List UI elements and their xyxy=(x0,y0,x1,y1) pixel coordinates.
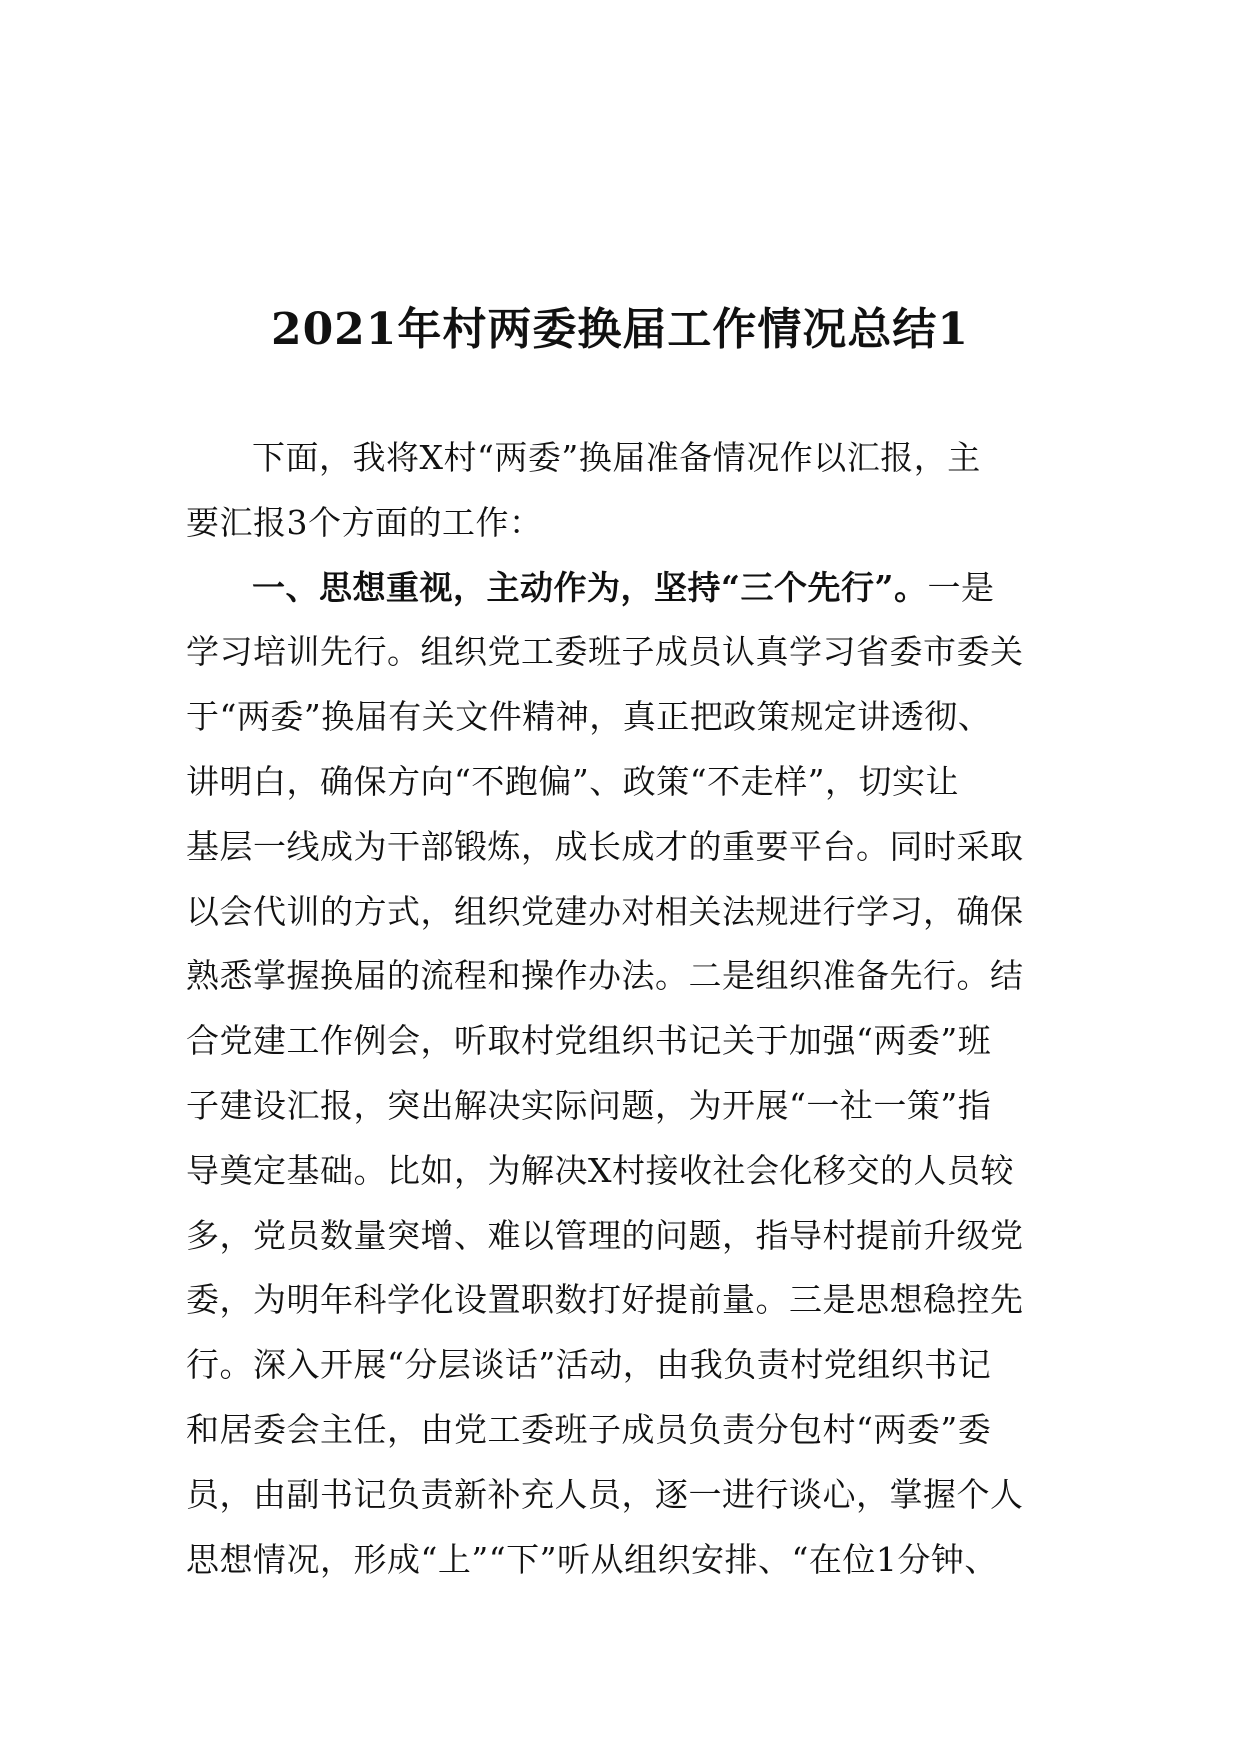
paragraph-line: 委，为明年科学化设置职数打好提前量。三是思想稳控先 xyxy=(186,1280,1024,1320)
paragraph-line: 导奠定基础。比如，为解决X村接收社会化移交的人员较 xyxy=(186,1150,1014,1190)
paragraph-line: 要汇报3个方面的工作： xyxy=(186,502,543,542)
section-heading: 一、思想重视，主动作为，坚持“三个先行”。 xyxy=(252,567,928,607)
paragraph-line: 员，由副书记负责新补充人员，逐一进行谈心，掌握个人 xyxy=(186,1474,1024,1514)
paragraph-line: 合党建工作例会，听取村党组织书记关于加强“两委”班 xyxy=(186,1021,992,1061)
paragraph-line: 讲明白，确保方向“不跑偏”、政策“不走样”，切实让 xyxy=(186,761,959,801)
paragraph-line: 基层一线成为干部锻炼，成长成才的重要平台。同时采取 xyxy=(186,826,1024,866)
paragraph-line: 子建设汇报，突出解决实际问题，为开展“一社一策”指 xyxy=(186,1085,992,1125)
section-heading-line xyxy=(186,556,1056,621)
paragraph-line: 多，党员数量突增、难以管理的问题，指导村提前升级党 xyxy=(186,1215,1024,1255)
paragraph-line: 思想情况，形成“上”“下”听从组织安排、“在位1分钟、 xyxy=(186,1539,998,1579)
paragraph-line: 行。深入开展“分层谈话”活动，由我负责村党组织书记 xyxy=(186,1345,992,1385)
paragraph-line: 以会代训的方式，组织党建办对相关法规进行学习，确保 xyxy=(186,891,1024,931)
paragraph-line: 于“两委”换届有关文件精神，真正把政策规定讲透彻、 xyxy=(186,697,992,737)
paragraph-line: 下面，我将X村“两委”换届准备情况作以汇报，主 xyxy=(252,438,981,477)
paragraph-line: 和居委会主任，由党工委班子成员负责分包村“两委”委 xyxy=(186,1409,992,1449)
document-title: 2021年村两委换届工作情况总结1 xyxy=(270,304,970,355)
paragraph-line: 熟悉掌握换届的流程和操作办法。二是组织准备先行。结 xyxy=(186,956,1024,996)
section-heading-continuation: 一是 xyxy=(927,567,995,607)
paragraph-line: 学习培训先行。组织党工委班子成员认真学习省委市委关 xyxy=(186,632,1024,672)
document-body xyxy=(186,426,1056,1592)
